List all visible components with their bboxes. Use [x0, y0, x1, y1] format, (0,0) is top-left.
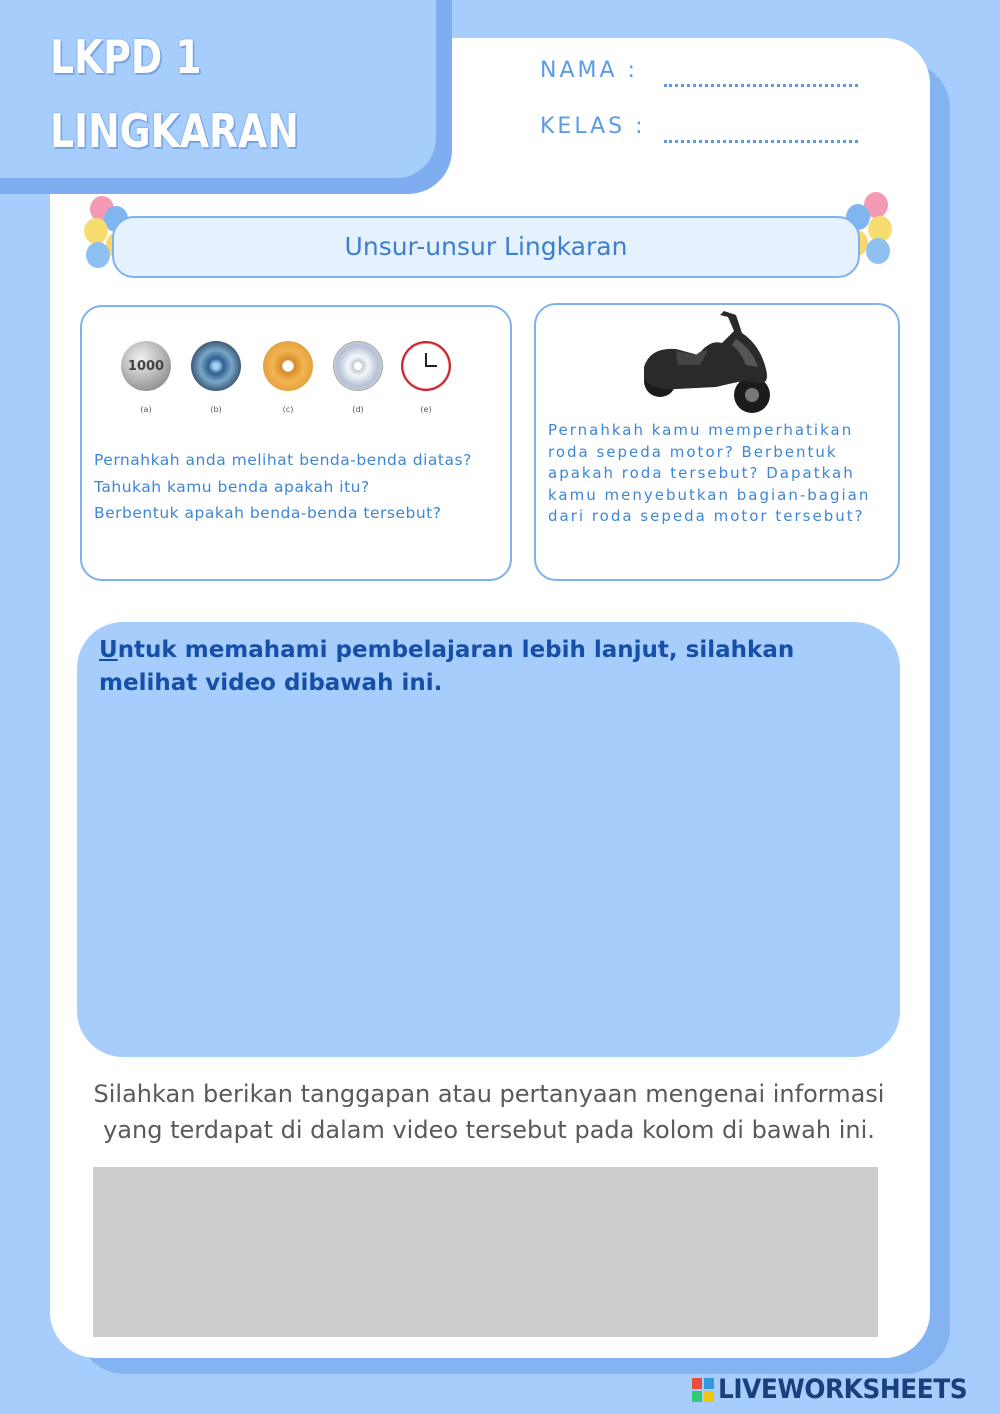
- object-label-c: (c): [282, 405, 294, 414]
- question-line-2: Tahukah kamu benda apakah itu?: [94, 477, 370, 496]
- worksheet-title: LINGKARAN: [50, 104, 299, 158]
- nama-field: [540, 58, 638, 83]
- section-title: Unsur-unsur Lingkaran: [344, 232, 628, 261]
- video-section: [77, 622, 900, 1057]
- worksheet-number: LKPD 1: [50, 30, 202, 84]
- kelas-field: [540, 114, 646, 139]
- question-line-1: Pernahkah anda melihat benda-benda diatas?: [94, 451, 472, 469]
- kelas-input-line[interactable]: [664, 139, 858, 143]
- liveworksheets-brand: LIVEWORKSHEETS: [718, 1374, 968, 1405]
- response-input[interactable]: [93, 1167, 878, 1337]
- video-instruction: [99, 634, 889, 700]
- circle-objects-questions: [94, 447, 504, 527]
- fan-icon: [188, 341, 244, 414]
- object-label-e: (e): [420, 405, 432, 414]
- nama-label: NAMA :: [540, 58, 638, 83]
- question-line-3: Berbentuk apakah benda-benda tersebut?: [94, 504, 442, 522]
- video-instruction-text: ntuk memahami pembelajaran lebih lanjut, silahkan melihat video dibawah ini.: [99, 637, 795, 696]
- coin-1000-icon: [118, 341, 174, 414]
- video-instruction-initial: U: [99, 637, 118, 663]
- kelas-label: KELAS :: [540, 114, 646, 139]
- liveworksheets-logo: [692, 1374, 992, 1406]
- circle-objects-card: [80, 305, 512, 581]
- response-instruction: Silahkan berikan tanggapan atau pertanyaan mengenai informasi yang terdapat di dalam video tersebut pada kolom di bawah ini.: [93, 1080, 885, 1144]
- motorcycle-card: [534, 303, 900, 581]
- liveworksheets-logo-icon: [692, 1378, 714, 1402]
- object-label-b: (b): [210, 405, 222, 414]
- donut-icon: [260, 341, 316, 414]
- motorcycle-icon: [636, 309, 776, 419]
- section-banner: [112, 216, 860, 278]
- cd-icon: [330, 341, 386, 414]
- coin-value: 1000: [127, 358, 165, 374]
- object-label-a: (a): [140, 405, 152, 414]
- motorcycle-question: Pernahkah kamu memperhatikan roda sepeda motor? Berbentuk apakah roda tersebut? Dapatkah kamu menyebutkan bagian-bagian dari roda sepeda motor tersebut?: [548, 421, 871, 525]
- clock-icon: [398, 341, 454, 414]
- object-label-d: (d): [352, 405, 364, 414]
- nama-input-line[interactable]: [664, 83, 858, 87]
